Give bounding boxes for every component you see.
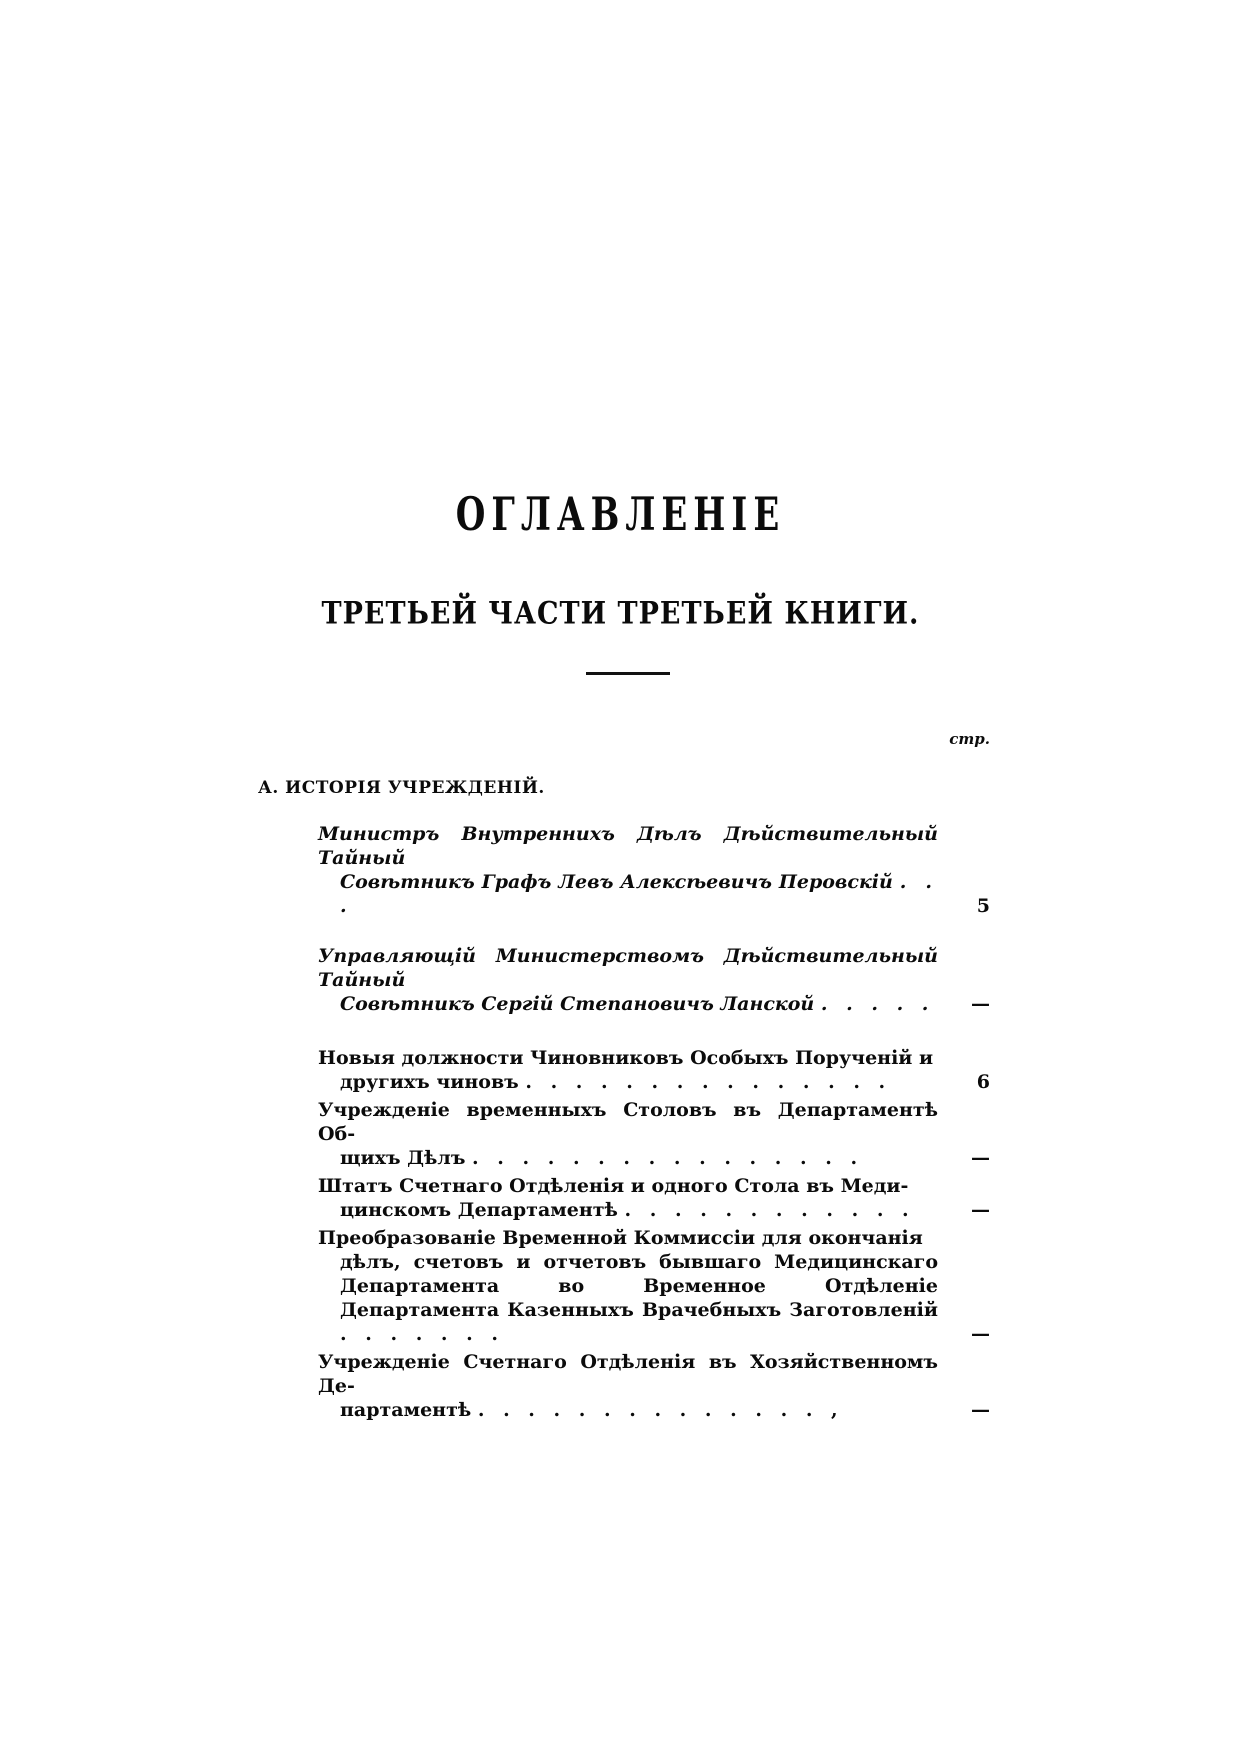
toc-entry (318, 944, 990, 1016)
toc-entry-lead: Управляющій Министерствомъ Дѣйствительный Тайный (318, 945, 938, 991)
toc-entry-text: цинскомъ Департаментѣ (340, 1199, 618, 1221)
toc-entry-lead: Новыя должности Чиновниковъ Особыхъ Порученій и (318, 1047, 934, 1069)
toc-entry-page: 5 (976, 895, 990, 917)
toc-entry-page: — (971, 1199, 990, 1221)
leader-dots: . . . . . . . (340, 1323, 504, 1345)
toc-entry-text: партаментѣ (340, 1399, 472, 1421)
toc-entry-lead: Преобразованіе Временной Коммиссіи для окончанія (318, 1227, 923, 1249)
toc-entry-text: другихъ чиновъ (340, 1071, 519, 1093)
page-subtitle: ТРЕТЬЕЙ ЧАСТИ ТРЕТЬЕЙ КНИГИ. (321, 596, 920, 632)
toc-entry-lead: Штатъ Счетнаго Отдѣленія и одного Стола въ Меди- (318, 1175, 909, 1197)
toc-entry-text: щихъ Дѣлъ (340, 1147, 466, 1169)
leader-dots: . . . . . (820, 993, 935, 1015)
toc-entry-page: — (971, 1399, 990, 1421)
section-heading: А. ИСТОРІЯ УЧРЕЖДЕНІЙ. (258, 778, 545, 798)
toc-entry-page: 6 (976, 1071, 990, 1093)
leader-dots: . . . . . . . . . . . . (624, 1199, 915, 1221)
toc-entry-text: дѣлъ, счетовъ и отчетовъ бывшаго Медицинскаго Департамента во Временное Отдѣленіе Департамента Казенныхъ Врачебныхъ Заготовленій (340, 1251, 938, 1321)
leader-dots: . . . . . . . . . . . . . . , (477, 1399, 844, 1421)
toc-entry-lead: Министръ Внутреннихъ Дѣлъ Дѣйствительный Тайный (318, 823, 938, 869)
leader-dots: . . . . . . . . . . . . . . . (525, 1071, 892, 1093)
toc-entry (318, 1098, 990, 1170)
page-title: ОГЛАВЛЕНІЕ (455, 488, 786, 542)
toc-entry (318, 1174, 990, 1222)
toc-entry (318, 1350, 990, 1422)
title-divider (586, 672, 670, 675)
toc-entry-lead: Учрежденіе временныхъ Столовъ въ Департаментѣ Об- (318, 1099, 938, 1145)
toc-list (318, 822, 990, 1422)
toc-entry (318, 822, 990, 918)
toc-entry-lead: Учрежденіе Счетнаго Отдѣленія въ Хозяйственномъ Де- (318, 1351, 938, 1397)
toc-entry-page: — (971, 993, 990, 1015)
toc-entry (318, 1046, 990, 1094)
page-column-label: стр. (949, 730, 990, 748)
toc-entry-text: Совѣтникъ Сергій Степановичъ Ланской (340, 993, 815, 1015)
toc-entry-page: — (971, 1147, 990, 1169)
toc-entry-page: — (971, 1323, 990, 1345)
leader-dots: . . . (340, 871, 938, 917)
toc-entry (318, 1226, 990, 1346)
leader-dots: . . . . . . . . . . . . . . . . (472, 1147, 864, 1169)
toc-entry-text: Совѣтникъ Графъ Левъ Алексѣевичъ Перовскій (340, 871, 893, 893)
